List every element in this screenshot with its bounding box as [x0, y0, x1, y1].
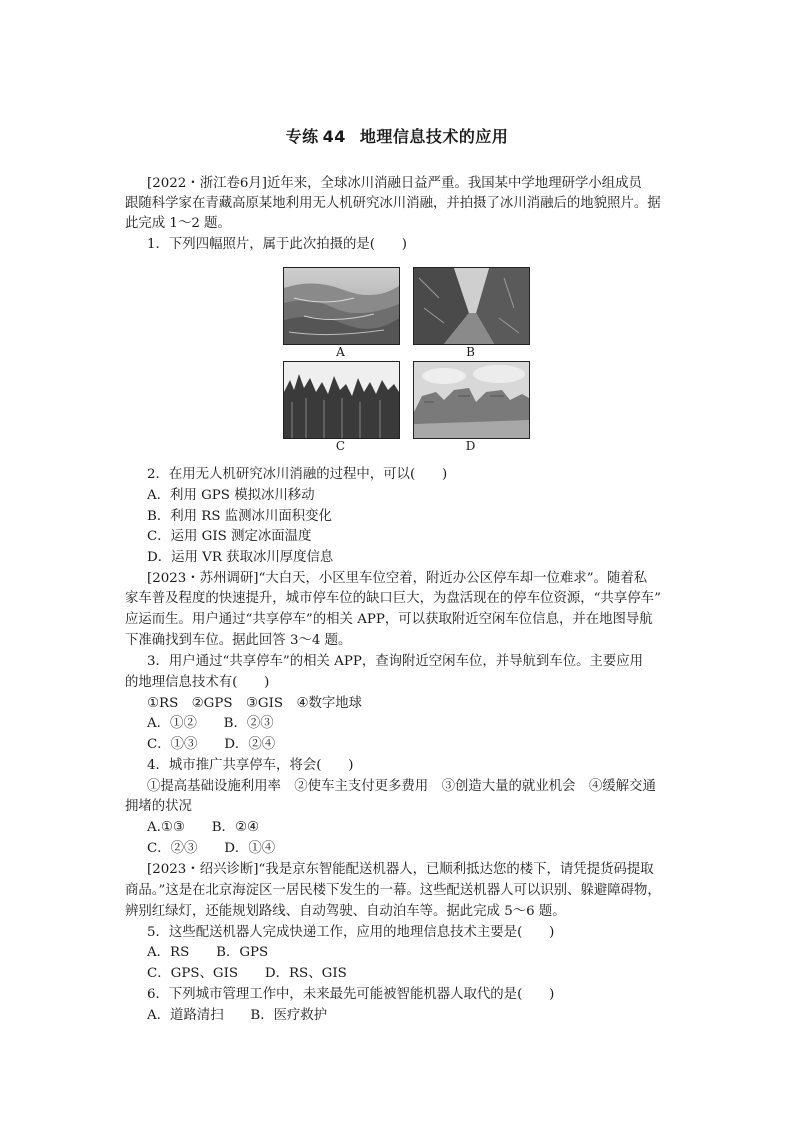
section3-intro-line: 商品。”这是在北京海淀区一居民楼下发生的一幕。这些配送机器人可以识别、躲避障碍物， [125, 883, 661, 898]
question-3-items: ①RS ②GPS ③GIS ④数字地球 [147, 696, 363, 711]
photo-grid [283, 267, 541, 455]
question-6-options: A．道路清扫 B．医疗救护 [147, 1008, 328, 1023]
question-5: 5．这些配送机器人完成快递工作，应用的地理信息技术主要是( ) [147, 925, 555, 940]
section2-intro-line: 下准确找到车位。据此回答 3～4 题。 [125, 633, 352, 648]
title-number: 44 [322, 127, 346, 146]
photo-c-stone-forest [283, 361, 400, 439]
question-4-items: 拥堵的状况 [125, 799, 192, 814]
photo-a-desert [283, 267, 400, 345]
question-4-options: C．②③ D．①④ [147, 841, 276, 856]
section1-intro-line: [2022・浙江卷6月]近年来，全球冰川消融日益严重。我国某中学地理研学小组成员 [147, 176, 642, 191]
section3-intro-line: [2023・绍兴诊断]“我是京东智能配送机器人，已顺利抵达您的楼下，请凭提货码提取 [147, 862, 654, 877]
section1-intro-line: 跟随科学家在青藏高原某地利用无人机研究冰川消融，并拍摄了冰川消融后的地貌照片。据 [125, 196, 661, 211]
photo-d-yardang [413, 361, 530, 439]
question-3-options: C．①③ D．②④ [147, 737, 276, 752]
question-1: 1．下列四幅照片，属于此次拍摄的是( ) [147, 237, 407, 252]
question-5-options: C．GPS、GIS D．RS、GIS [147, 966, 347, 981]
photo-d-label: D [465, 439, 476, 453]
title-topic: 地理信息技术的应用 [359, 127, 509, 146]
question-4-options: A.①③ B．②④ [147, 820, 259, 835]
photo-b-glacial-valley [413, 267, 530, 345]
section2-intro-line: 应运而生。用户通过“共享停车”的相关 APP，可以获取附近空闲车位信息，并在地图导航 [125, 612, 653, 627]
question-4-items: ①提高基础设施利用率 ②使车主支付更多费用 ③创造大量的就业机会 ④缓解交通 [147, 779, 656, 794]
photo-a-label: A [336, 345, 345, 359]
section2-intro-line: [2023・苏州调研]“大白天，小区里车位空着，附近办公区停车却一位难求”。随着私 [147, 571, 648, 586]
question-6: 6．下列城市管理工作中，未来最先可能被智能机器人取代的是( ) [147, 987, 555, 1002]
question-3-options: A．①② B．②③ [147, 716, 274, 731]
section1-intro-line: 此完成 1～2 题。 [125, 216, 231, 231]
title-label: 专练 [285, 127, 319, 146]
question-3-line: 的地理信息技术有( ) [125, 675, 270, 690]
photo-c-label: C [335, 439, 346, 453]
question-4: 4．城市推广共享停车，将会( ) [147, 758, 354, 773]
question-2-option-c: C．运用 GIS 测定冰面温度 [147, 529, 312, 544]
question-3-line: 3．用户通过“共享停车”的相关 APP，查询附近空闲车位，并导航到车位。主要应用 [147, 654, 644, 669]
question-2: 2．在用无人机研究冰川消融的过程中，可以( ) [147, 467, 448, 482]
photo-b-label: B [466, 345, 475, 359]
section2-intro-line: 家车普及程度的快速提升，城市停车位的缺口巨大，为盘活现在的停车位资源，“共享停车” [125, 591, 661, 606]
question-2-option-d: D．运用 VR 获取冰川厚度信息 [147, 550, 334, 565]
section3-intro-line: 辨别红绿灯，还能规划路线、自动驾驶、自动泊车等。据此完成 5～6 题。 [125, 904, 566, 919]
question-2-option-b: B．利用 RS 监测冰川面积变化 [147, 509, 332, 524]
question-5-options: A．RS B．GPS [147, 945, 269, 960]
question-2-option-a: A．利用 GPS 模拟冰川移动 [147, 488, 315, 503]
page-title [0, 124, 794, 147]
